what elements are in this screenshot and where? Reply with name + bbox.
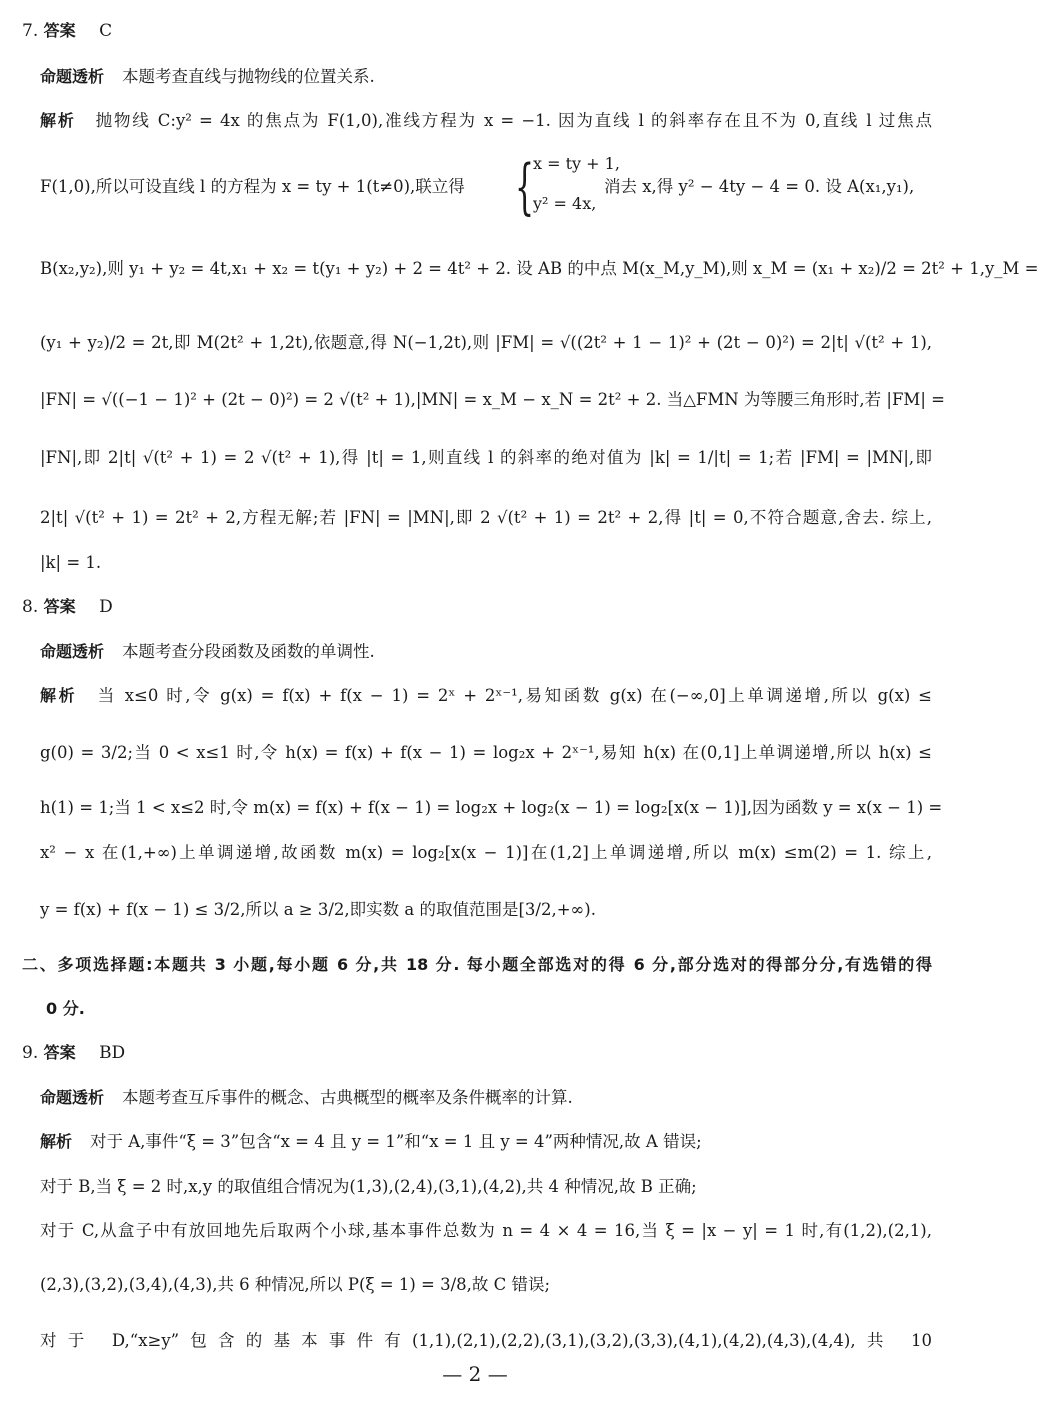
- q7-analysis-line-1: 解析 抛物线 C:y² = 4x 的焦点为 F(1,0),准线方程为 x = −1. 因为直线 l 的斜率存在且不为 0,直线 l 过焦点: [40, 111, 932, 130]
- q7-number: 7.: [22, 21, 39, 41]
- q8-number: 8.: [22, 597, 39, 617]
- q8-header: [22, 596, 113, 618]
- q7-header: [22, 20, 112, 42]
- q7-intent: 命题透析 本题考查直线与抛物线的位置关系.: [40, 67, 375, 86]
- section-2-heading-cont: 0 分.: [46, 999, 85, 1018]
- q9-analysis-line-2: 对于 B,当 ξ = 2 时,x,y 的取值组合情况为(1,3),(2,4),(3,1),(4,2),共 4 种情况,故 B 正确;: [40, 1177, 697, 1196]
- q9-answer: BD: [99, 1043, 126, 1063]
- q9-analysis-line-3: 对于 C,从盒子中有放回地先后取两个小球,基本事件总数为 n = 4 × 4 = 16,当 ξ = |x − y| = 1 时,有(1,2),(2,1),: [40, 1221, 932, 1240]
- document-page: 7. 答案 C 命题透析 本题考查直线与抛物线的位置关系. 解析 抛物线 C:y² = 4x 的焦点为 F(1,0),准线方程为 x = −1. 因为直线 l 的斜率存在且不为 0,直线 l 过焦点 F(1,0),所以可设直线 l 的方程为 x = ty + 1(t≠0),联立得 { x = ty + 1, y² = 4x, 消去 x,得 y² − 4ty − 4 = 0. 设 A(x₁,y₁), B(x₂,y₂),则 y₁ + y₂ = 4t,x₁ + x₂ = t(y₁ + y₂) + 2 = 4t² + 2. 设 AB 的中点 M(x_M,y_M),则 x_M = (x₁ + x₂)/2 = 2t² + 1,y_M = (y₁ + y₂)/2 = 2t,即 M(2t² + 1,2t),依题意,得 N(−1,2t),则 |FM| = √((2t² + 1 − 1)² + (2t − 0)²) = 2|t| √(t² + 1), |FN| = √((−1 − 1)² + (2t − 0)²) = 2 √(t² + 1),|MN| = x_M − x_N = 2t² + 2. 当△FMN 为等腰三角形时,若 |FM| = |FN|,即 2|t| √(t² + 1) = 2 √(t² + 1),得 |t| = 1,则直线 l 的斜率的绝对值为 |k| = 1/|t| = 1;若 |FM| = |MN|,即 2|t| √(t² + 1) = 2t² + 2,方程无解;若 |FN| = |MN|,即 2 √(t² + 1) = 2t² + 2,得 |t| = 0,不符合题意,舍去. 综上, |k| = 1. 8. 答案 D 命题透析 本题考查分段函数及函数的单调性. 解析 当 x≤0 时,令 g(x) = f(x) + f(x − 1) = 2ˣ + 2ˣ⁻¹,易知函数 g(x) 在(−∞,0]上单调递增,所以 g(x) ≤ g(0) = 3/2;当 0 < x≤1 时,令 h(x) = f(x) + f(x − 1) = log₂x + 2ˣ⁻¹,易知 h(x) 在(0,1]上单调递增,所以 h(x) ≤ h(1) = 1;当 1 < x≤2 时,令 m(x) = f(x) + f(x − 1) = log₂x + log₂(x − 1) = log₂[x(x − 1)],因为函数 y = x(x − 1) = x² − x 在(1,+∞)上单调递增,故函数 m(x) = log₂[x(x − 1)]在(1,2]上单调递增,所以 m(x) ≤m(2) = 1. 综上, y = f(x) + f(x − 1) ≤ 3/2,所以 a ≥ 3/2,即实数 a 的取值范围是[3/2,+∞). 二、多项选择题:本题共 3 小题,每小题 6 分,共 18 分. 每小题全部选对的得 6 分,部分选对的得部分分,有选错的得 0 分. 9. 答案 BD 命题透析 本题考查互斥事件的概念、古典概型的概率及条件概率的计算. 解析 对于 A,事件“ξ = 3”包含“x = 4 且 y = 1”和“x = 1 且 y = 4”两种情况,故 A 错误; 对于 B,当 ξ = 2 时,x,y 的取值组合情况为(1,3),(2,4),(3,1),(4,2),共 4 种情况,故 B 正确; 对于 C,从盒子中有放回地先后取两个小球,基本事件总数为 n = 4 × 4 = 16,当 ξ = |x − y| = 1 时,有(1,2),(2,1), (2,3),(3,2),(3,4),(4,3),共 6 种情况,所以 P(ξ = 1) = 3/8,故 C 错误; 对于 D,“x≥y”包含的基本事件有(1,1),(2,1),(2,2),(3,1),(3,2),(3,3),(4,1),(4,2),(4,3),(4,4),共 10 — 2 —: [0, 0, 950, 1406]
- q7-analysis-line-5: |FN| = √((−1 − 1)² + (2t − 0)²) = 2 √(t² + 1),|MN| = x_M − x_N = 2t² + 2. 当△FMN 为等腰三角形时,若 |FM| =: [40, 390, 945, 409]
- q7-analysis-line-2b: 消去 x,得 y² − 4ty − 4 = 0. 设 A(x₁,y₁),: [604, 177, 915, 196]
- q8-intent: 命题透析 本题考查分段函数及函数的单调性.: [40, 642, 375, 661]
- q7-analysis-line-7: 2|t| √(t² + 1) = 2t² + 2,方程无解;若 |FN| = |MN|,即 2 √(t² + 1) = 2t² + 2,得 |t| = 0,不符合题意,舍去. 综上,: [40, 508, 932, 527]
- brace-icon: {: [515, 152, 535, 222]
- q7-analysis-line-3: B(x₂,y₂),则 y₁ + y₂ = 4t,x₁ + x₂ = t(y₁ + y₂) + 2 = 4t² + 2. 设 AB 的中点 M(x_M,y_M),则 x_M = (x₁ + x₂)/2 = 2t² + 1,y_M =: [40, 259, 1039, 278]
- q8-analysis-line-4: x² − x 在(1,+∞)上单调递增,故函数 m(x) = log₂[x(x − 1)]在(1,2]上单调递增,所以 m(x) ≤m(2) = 1. 综上,: [40, 843, 932, 862]
- q8-analysis-line-1: 解析 当 x≤0 时,令 g(x) = f(x) + f(x − 1) = 2ˣ + 2ˣ⁻¹,易知函数 g(x) 在(−∞,0]上单调递增,所以 g(x) ≤: [40, 686, 932, 705]
- q8-answer-label: 答案: [43, 597, 76, 616]
- q9-analysis-line-4: (2,3),(3,2),(3,4),(4,3),共 6 种情况,所以 P(ξ = 1) = 3/8,故 C 错误;: [40, 1275, 551, 1294]
- q9-analysis-line-1: 解析 对于 A,事件“ξ = 3”包含“x = 4 且 y = 1”和“x = 1 且 y = 4”两种情况,故 A 错误;: [40, 1132, 702, 1151]
- q9-header: [22, 1042, 125, 1064]
- q8-answer: D: [99, 597, 113, 617]
- q7-answer-label: 答案: [43, 21, 76, 40]
- q8-analysis-line-3: h(1) = 1;当 1 < x≤2 时,令 m(x) = f(x) + f(x − 1) = log₂x + log₂(x − 1) = log₂[x(x − 1)],因为函数 y = x(x − 1) =: [40, 798, 943, 817]
- q7-answer: C: [99, 21, 113, 41]
- section-2-heading: 二、多项选择题:本题共 3 小题,每小题 6 分,共 18 分. 每小题全部选对的得 6 分,部分选对的得部分分,有选错的得: [22, 955, 932, 974]
- page-number: — 2 —: [442, 1362, 508, 1386]
- q9-number: 9.: [22, 1043, 39, 1063]
- q7-analysis-line-8: |k| = 1.: [40, 553, 102, 572]
- q8-analysis-line-2: g(0) = 3/2;当 0 < x≤1 时,令 h(x) = f(x) + f(x − 1) = log₂x + 2ˣ⁻¹,易知 h(x) 在(0,1]上单调递增,所以 h(x) ≤: [40, 743, 932, 762]
- q7-analysis-line-4: (y₁ + y₂)/2 = 2t,即 M(2t² + 1,2t),依题意,得 N(−1,2t),则 |FM| = √((2t² + 1 − 1)² + (2t − 0)²) = 2|t| √(t² + 1),: [40, 333, 932, 352]
- q7-analysis-line-2: F(1,0),所以可设直线 l 的方程为 x = ty + 1(t≠0),联立得: [40, 177, 465, 196]
- q9-answer-label: 答案: [43, 1043, 76, 1062]
- q9-intent: 命题透析 本题考查互斥事件的概念、古典概型的概率及条件概率的计算.: [40, 1088, 573, 1107]
- q8-analysis-line-5: y = f(x) + f(x − 1) ≤ 3/2,所以 a ≥ 3/2,即实数 a 的取值范围是[3/2,+∞).: [40, 900, 596, 919]
- q9-analysis-line-5: 对于 D,“x≥y”包含的基本事件有(1,1),(2,1),(2,2),(3,1),(3,2),(3,3),(4,1),(4,2),(4,3),(4,4),共 10: [40, 1331, 932, 1350]
- q7-analysis-line-6: |FN|,即 2|t| √(t² + 1) = 2 √(t² + 1),得 |t| = 1,则直线 l 的斜率的绝对值为 |k| = 1/|t| = 1;若 |FM| = |MN|,即: [40, 448, 932, 467]
